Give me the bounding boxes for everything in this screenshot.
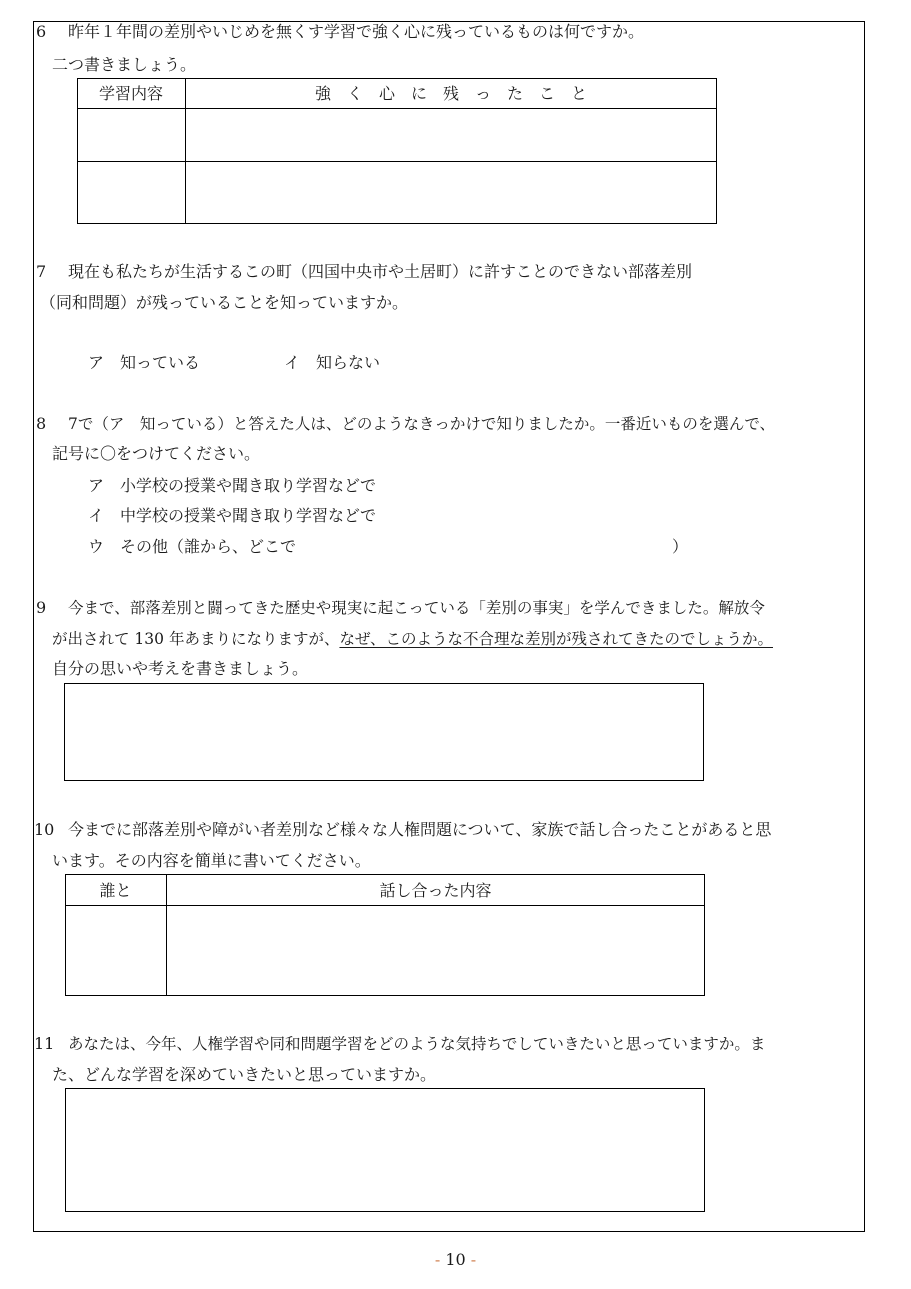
q6-text-line1: 昨年１年間の差別やいじめを無くす学習で強く心に残っているものは何ですか。 <box>68 22 645 41</box>
q11-number: 11 <box>34 1034 55 1053</box>
q7-text-line1: 現在も私たちが生活するこの町（四国中央市や土居町）に許すことのできない部落差別 <box>68 262 693 281</box>
q10-answer-with-whom[interactable] <box>68 909 163 993</box>
q9-number: 9 <box>36 598 47 617</box>
q8-text-line1: 7で（ア 知っている）と答えた人は、どのようなきっかけで知りましたか。一番近いものを選んで、 <box>68 415 776 433</box>
q8-text-line2: 記号に〇をつけてください。 <box>52 444 261 463</box>
q9-text-line1: 今まで、部落差別と闘ってきた歴史や現実に起こっている「差別の事実」を学んできました。解放令 <box>68 599 765 617</box>
q10-text-line1: 今までに部落差別や障がい者差別など様々な人権問題について、家族で話し合ったことがあると思 <box>68 820 772 839</box>
q6-header-learning-content: 学習内容 <box>98 84 163 103</box>
q6-text-line2: 二つ書きましょう。 <box>52 55 197 74</box>
q8-option-elementary[interactable]: ア 小学校の授業や聞き取り学習などで <box>88 476 377 495</box>
q10-header-with-whom: 誰と <box>99 881 132 900</box>
q9-text-line3: 自分の思いや考えを書きましょう。 <box>52 659 309 678</box>
q10-number: 10 <box>34 820 55 839</box>
q10-text-line2: います。その内容を簡単に書いてください。 <box>52 851 371 870</box>
q9-answer-box[interactable] <box>64 683 704 781</box>
q8-option-junior-high[interactable]: イ 中学校の授業や聞き取り学習などで <box>88 506 377 525</box>
page-footer <box>0 1250 911 1269</box>
q8-option-other-close: ） <box>672 537 689 556</box>
q7-text-line2: （同和問題）が残っていることを知っていますか。 <box>40 293 409 312</box>
q6-answer-impression-1[interactable] <box>188 112 714 158</box>
q7-number: 7 <box>36 262 47 281</box>
q10-answer-discussion[interactable] <box>169 909 702 993</box>
q11-text-line1: あなたは、今年、人権学習や同和問題学習をどのような気持ちでしていきたいと思っていますか。ま <box>68 1035 766 1053</box>
q6-answer-impression-2[interactable] <box>188 165 714 221</box>
q11-answer-box[interactable] <box>65 1088 705 1212</box>
q7-option-dont-know[interactable]: イ 知らない <box>284 353 381 372</box>
q8-number: 8 <box>36 414 47 433</box>
q6-answer-content-2[interactable] <box>80 165 182 221</box>
q9-text-line2-plain: が出されて 130 年あまりになりますが、 <box>52 630 340 648</box>
q9-text-line2 <box>52 629 773 649</box>
q6-table-header-divider <box>77 108 717 109</box>
page-number: 10 <box>445 1250 466 1269</box>
q6-header-impression: 強 く 心 に 残 っ た こ と <box>314 84 587 103</box>
q8-other-answer-field[interactable] <box>330 535 670 559</box>
q6-number: 6 <box>36 22 47 41</box>
footer-dash-left: - <box>434 1250 441 1269</box>
q6-answer-content-1[interactable] <box>80 112 182 158</box>
q10-table-header-divider <box>65 905 705 906</box>
q6-table-row-divider <box>77 161 717 162</box>
q7-option-know[interactable]: ア 知っている <box>88 353 201 372</box>
footer-dash-right: - <box>470 1250 477 1269</box>
q10-header-discussion: 話し合った内容 <box>379 881 492 900</box>
q9-text-line2-underlined: なぜ、このような不合理な差別が残されてきたのでしょうか。 <box>339 630 773 648</box>
q8-option-other[interactable]: ウ その他（誰から、どこで <box>88 537 297 556</box>
q11-text-line2: た、どんな学習を深めていきたいと思っていますか。 <box>52 1065 437 1084</box>
